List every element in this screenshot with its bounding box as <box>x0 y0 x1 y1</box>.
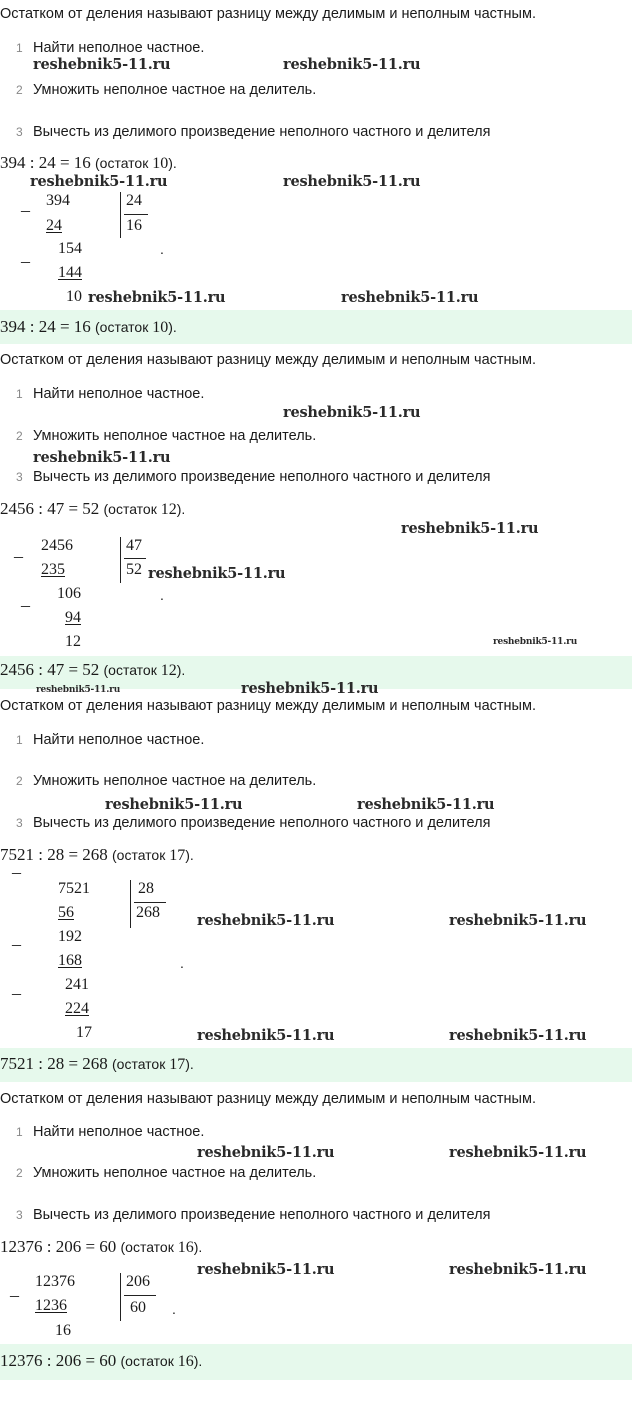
step-1: 1 Найти неполное частное. <box>16 732 205 748</box>
watermark: reshebnik5-11.ru <box>449 1144 587 1161</box>
watermark: reshebnik5-11.ru <box>197 1261 335 1278</box>
minus-sign: – <box>12 862 21 882</box>
divisor: 206 <box>126 1273 150 1290</box>
division-bar <box>120 537 121 583</box>
answer: 394 : 24 = 16 (остаток 10). <box>0 317 177 336</box>
watermark: reshebnik5-11.ru <box>88 289 226 306</box>
remainder: 16 <box>55 1322 71 1339</box>
watermark: reshebnik5-11.ru <box>36 685 121 695</box>
watermark: reshebnik5-11.ru <box>197 1144 335 1161</box>
subtrahend: 168 <box>58 952 82 969</box>
equation: 7521 : 28 = 268 (остаток 17). <box>0 845 194 864</box>
subtrahend: 224 <box>65 1000 89 1017</box>
step-1: 1 Найти неполное частное. <box>16 1124 205 1140</box>
minus-sign: – <box>21 595 30 615</box>
watermark: reshebnik5-11.ru <box>401 520 539 537</box>
watermark: reshebnik5-11.ru <box>449 912 587 929</box>
equation: 2456 : 47 = 52 (остаток 12). <box>0 499 186 518</box>
division-bar <box>120 192 121 238</box>
minus-sign: – <box>12 934 21 954</box>
step-3: 3 Вычесть из делимого произведение неполного частного и делителя <box>16 815 491 831</box>
watermark: reshebnik5-11.ru <box>148 565 286 582</box>
partial: 241 <box>65 976 89 993</box>
dot: . <box>160 587 164 603</box>
watermark: reshebnik5-11.ru <box>105 796 243 813</box>
partial: 192 <box>58 928 82 945</box>
quotient-line <box>134 902 166 903</box>
step-3: 3 Вычесть из делимого произведение неполного частного и делителя <box>16 469 491 485</box>
answer: 7521 : 28 = 268 (остаток 17). <box>0 1054 194 1073</box>
definition: Остатком от деления называют разницу между делимым и неполным частным. <box>0 352 536 368</box>
watermark: reshebnik5-11.ru <box>30 173 168 190</box>
divisor: 47 <box>126 537 142 554</box>
quotient: 268 <box>136 904 160 921</box>
equation: 12376 : 206 = 60 (остаток 16). <box>0 1237 203 1256</box>
watermark: reshebnik5-11.ru <box>283 56 421 73</box>
dividend: 7521 <box>58 880 90 897</box>
definition: Остатком от деления называют разницу между делимым и неполным частным. <box>0 1091 536 1107</box>
quotient-line <box>124 558 146 559</box>
watermark: reshebnik5-11.ru <box>493 637 578 647</box>
quotient: 52 <box>126 561 142 578</box>
step-3: 3 Вычесть из делимого произведение неполного частного и делителя <box>16 124 491 140</box>
subtrahend: 56 <box>58 904 74 921</box>
watermark: reshebnik5-11.ru <box>197 912 335 929</box>
answer: 2456 : 47 = 52 (остаток 12). <box>0 660 186 679</box>
watermark: reshebnik5-11.ru <box>241 680 379 697</box>
minus-sign: – <box>21 200 30 220</box>
watermark: reshebnik5-11.ru <box>449 1261 587 1278</box>
dividend: 12376 <box>35 1273 75 1290</box>
step-3: 3 Вычесть из делимого произведение неполного частного и делителя <box>16 1207 491 1223</box>
remainder: 17 <box>76 1024 92 1041</box>
partial: 106 <box>57 585 81 602</box>
answer: 12376 : 206 = 60 (остаток 16). <box>0 1351 203 1370</box>
dot: . <box>180 955 184 971</box>
watermark: reshebnik5-11.ru <box>449 1027 587 1044</box>
step-1: 1 Найти неполное частное. <box>16 40 205 56</box>
subtrahend: 24 <box>46 217 62 234</box>
step-2: 2 Умножить неполное частное на делитель. <box>16 82 317 98</box>
division-bar <box>120 1273 121 1321</box>
quotient: 60 <box>130 1299 146 1316</box>
subtrahend: 144 <box>58 264 82 281</box>
subtrahend: 235 <box>41 561 65 578</box>
minus-sign: – <box>21 251 30 271</box>
equation: 394 : 24 = 16 (остаток 10). <box>0 153 177 172</box>
subtrahend: 1236 <box>35 1297 67 1314</box>
subtrahend: 94 <box>65 609 81 626</box>
minus-sign: – <box>12 983 21 1003</box>
dot: . <box>172 1301 176 1317</box>
watermark: reshebnik5-11.ru <box>33 449 171 466</box>
definition: Остатком от деления называют разницу между делимым и неполным частным. <box>0 698 536 714</box>
dividend: 2456 <box>41 537 73 554</box>
divisor: 24 <box>126 192 142 209</box>
watermark: reshebnik5-11.ru <box>357 796 495 813</box>
quotient: 16 <box>126 217 142 234</box>
step-2: 2 Умножить неполное частное на делитель. <box>16 428 317 444</box>
step-2: 2 Умножить неполное частное на делитель. <box>16 773 317 789</box>
division-bar <box>130 880 131 928</box>
minus-sign: – <box>14 546 23 566</box>
minus-sign: – <box>10 1285 19 1305</box>
partial: 154 <box>58 240 82 257</box>
dot: . <box>160 241 164 257</box>
divisor: 28 <box>138 880 154 897</box>
step-1: 1 Найти неполное частное. <box>16 386 205 402</box>
watermark: reshebnik5-11.ru <box>283 173 421 190</box>
remainder: 12 <box>65 633 81 650</box>
step-2: 2 Умножить неполное частное на делитель. <box>16 1165 317 1181</box>
watermark: reshebnik5-11.ru <box>197 1027 335 1044</box>
remainder: 10 <box>66 288 82 305</box>
quotient-line <box>124 214 148 215</box>
dividend: 394 <box>46 192 70 209</box>
definition: Остатком от деления называют разницу между делимым и неполным частным. <box>0 6 536 22</box>
quotient-line <box>124 1295 156 1296</box>
watermark: reshebnik5-11.ru <box>283 404 421 421</box>
watermark: reshebnik5-11.ru <box>341 289 479 306</box>
watermark: reshebnik5-11.ru <box>33 56 171 73</box>
